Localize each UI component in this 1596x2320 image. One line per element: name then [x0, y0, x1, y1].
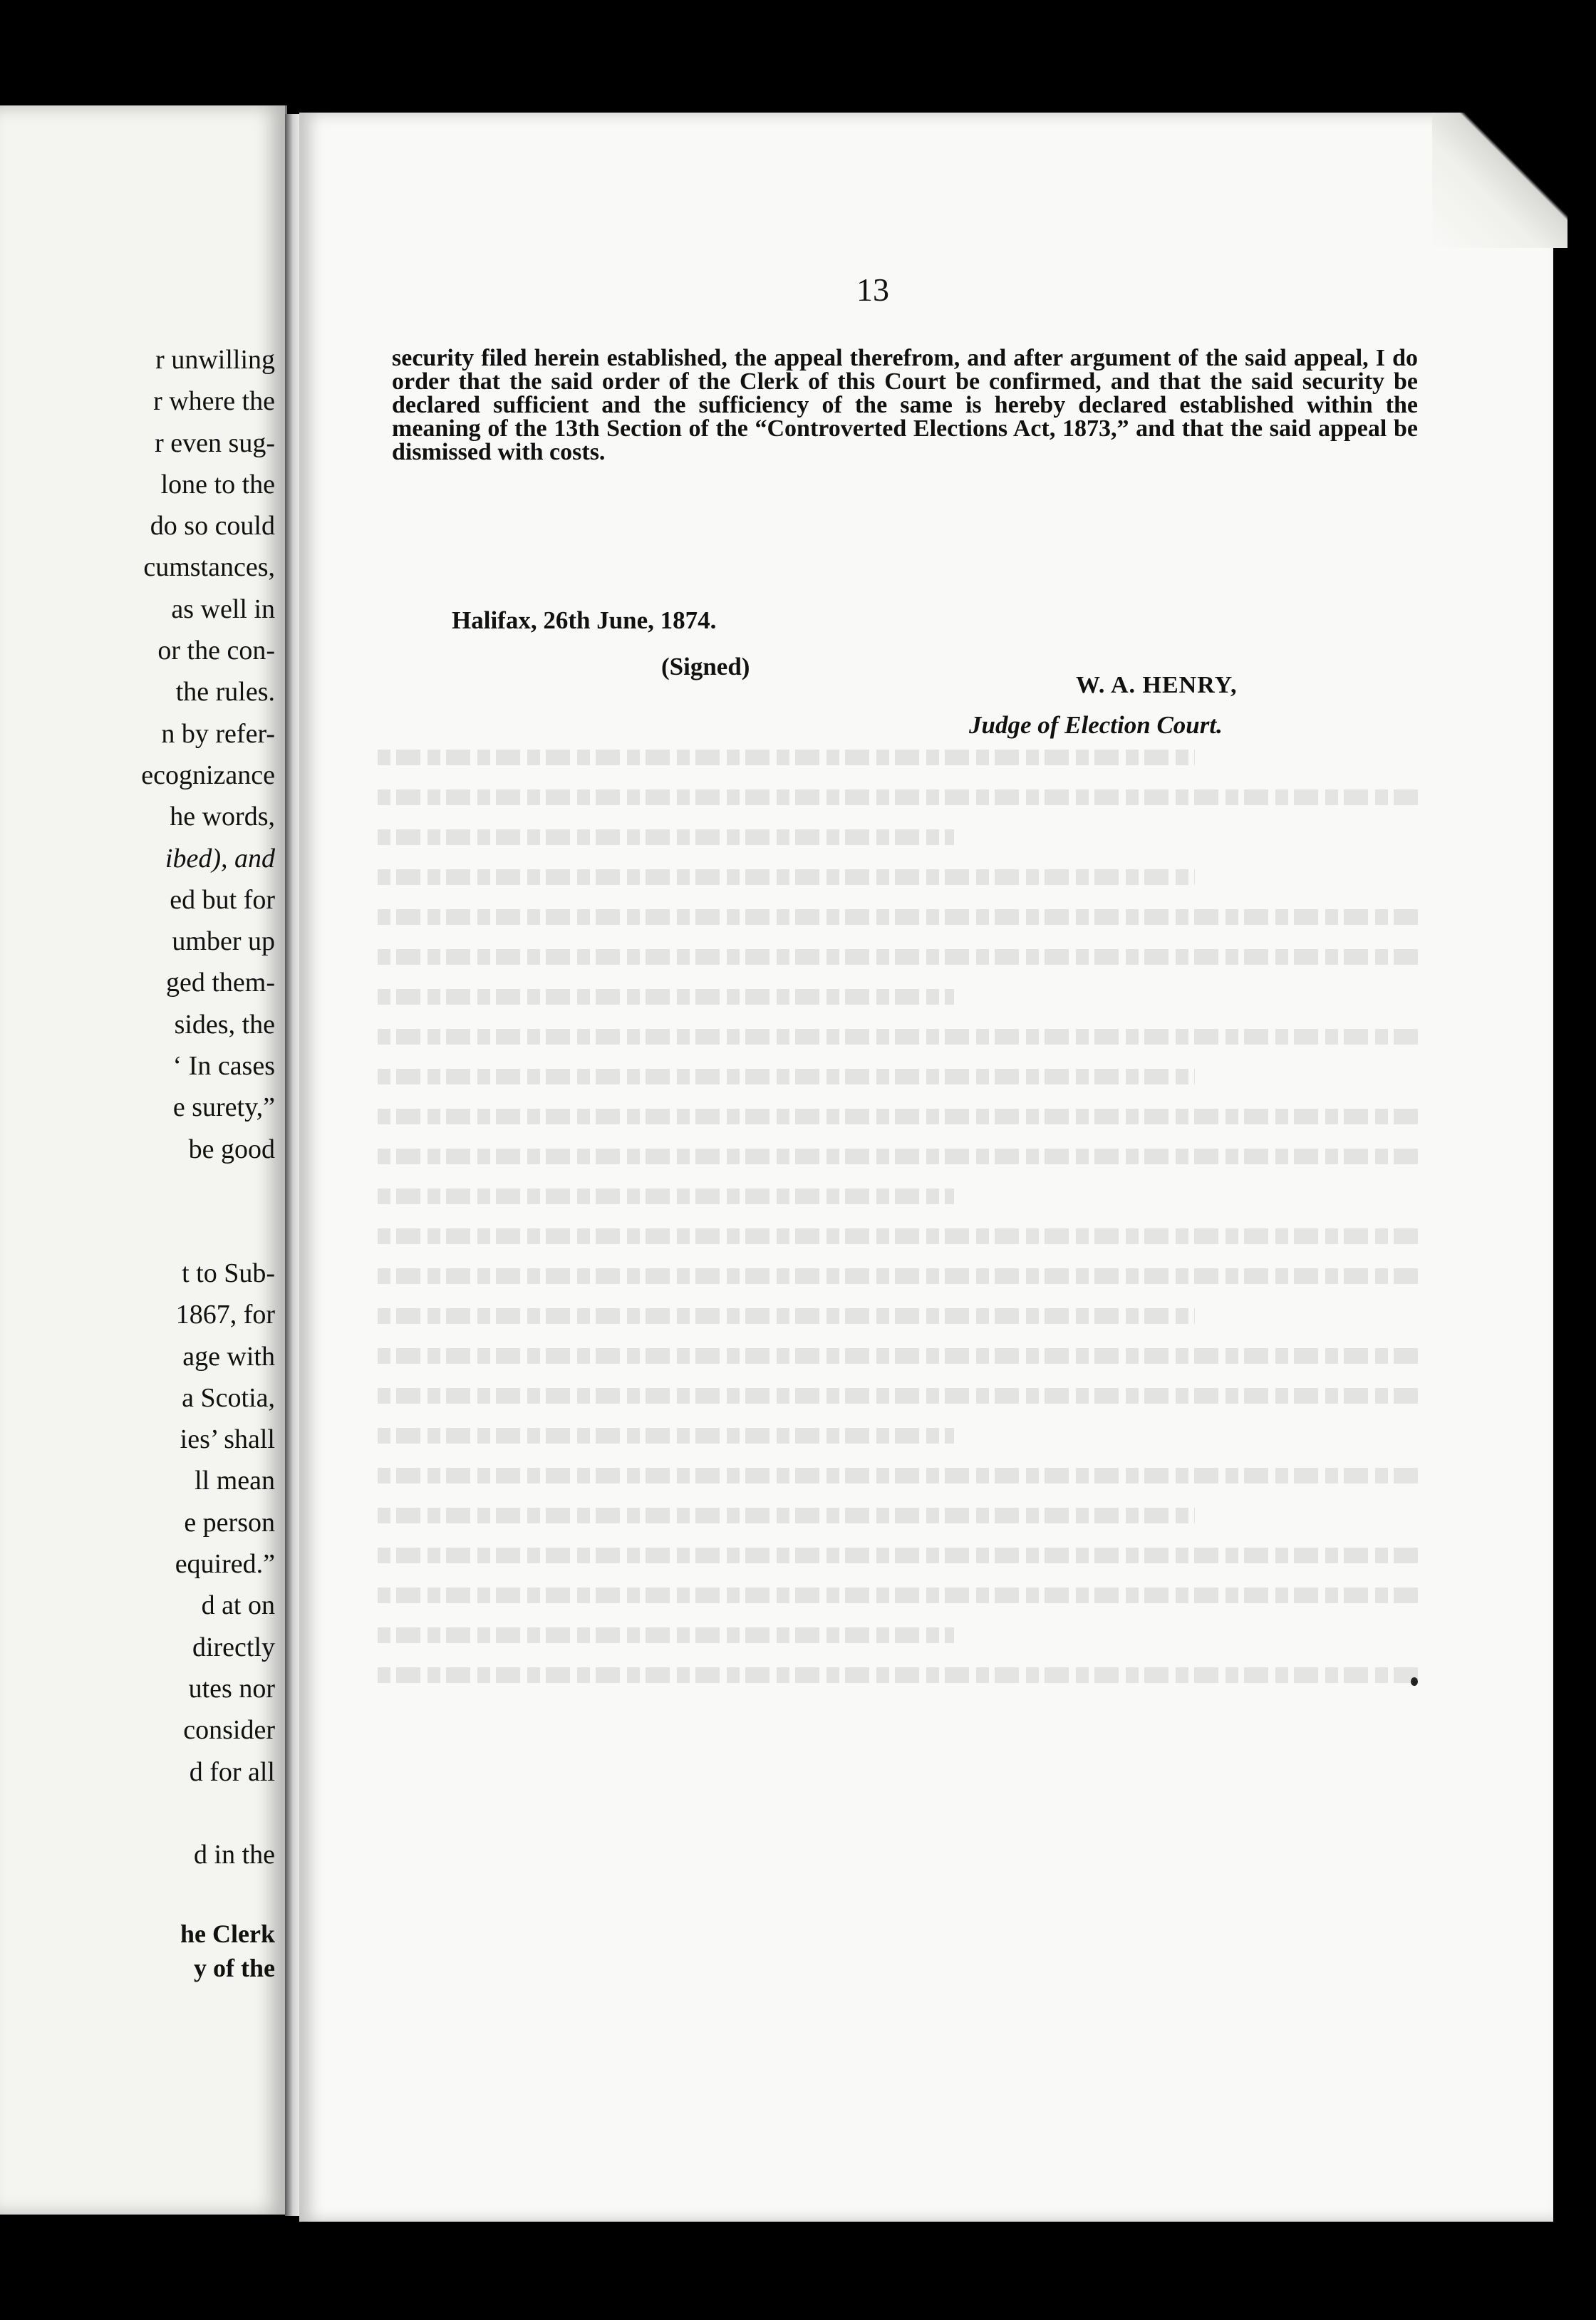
left-line: as well in: [171, 594, 275, 624]
left-line: ed but for: [170, 884, 275, 915]
left-line: e person: [184, 1507, 275, 1538]
left-line: t to Sub-: [182, 1258, 275, 1288]
left-line: consider: [183, 1715, 275, 1746]
signer-name: W. A. HENRY,: [1076, 672, 1238, 698]
left-line: d in the: [194, 1839, 275, 1870]
left-line: e surety,”: [172, 1092, 275, 1123]
signer-title: Judge of Election Court.: [969, 711, 1223, 739]
book-gutter: [285, 114, 301, 2216]
left-line: he Clerk: [180, 1920, 275, 1949]
left-line: do so could: [150, 511, 275, 542]
left-line: r even sug-: [155, 428, 275, 458]
left-line: d at on: [201, 1590, 275, 1621]
folded-corner: [1432, 113, 1568, 248]
left-line: r unwilling: [155, 345, 275, 375]
left-line: the rules.: [175, 677, 275, 708]
left-line: ll mean: [195, 1466, 275, 1496]
left-line: ecognizance: [141, 760, 275, 790]
left-line: sides, the: [174, 1009, 275, 1040]
left-page-text-fragments: [4, 339, 275, 1985]
right-page: [299, 113, 1553, 2222]
page-number: 13: [856, 271, 889, 308]
left-line: cumstances,: [143, 552, 275, 583]
left-line: he words,: [170, 802, 275, 832]
left-line: utes nor: [188, 1673, 275, 1704]
ink-speck: [1411, 1677, 1418, 1686]
left-line: d for all: [189, 1756, 275, 1787]
left-facing-page: [0, 105, 287, 2215]
left-line: umber up: [172, 926, 275, 957]
left-line: equired.”: [175, 1549, 275, 1580]
left-line: age with: [182, 1341, 275, 1372]
left-line: 1867, for: [175, 1300, 275, 1330]
left-line: be good: [188, 1134, 275, 1164]
judgment-paragraph: security filed herein established, the appeal therefrom, and after argument of the said appeal, I do order that the said order of the Clerk of this Court be confirmed, and that the said security be declared sufficient and the sufficiency of the same is hereby declared established within the meaning of the 13th Section of the “Controverted Elections Act, 1873,” and that the said appeal be dismissed with costs.: [392, 345, 1418, 465]
left-gap: [4, 1170, 275, 1253]
left-line: or the con-: [157, 636, 275, 666]
left-line: lone to the: [160, 469, 275, 499]
left-line: ‘ In cases: [172, 1051, 275, 1082]
left-line: n by refer-: [161, 718, 275, 749]
left-line: directly: [192, 1632, 275, 1662]
left-line: a Scotia,: [182, 1382, 275, 1413]
left-line: ged them-: [165, 968, 275, 998]
left-line: y of the: [194, 1954, 275, 1983]
date-line: Halifax, 26th June, 1874.: [452, 606, 717, 634]
left-gap: [4, 1793, 275, 1834]
left-line: ibed), and: [165, 843, 275, 874]
left-line: r where the: [153, 386, 275, 417]
left-line: ies’ shall: [180, 1424, 275, 1455]
left-gap: [4, 1875, 275, 1917]
show-through-texture: [378, 725, 1425, 2150]
signed-label: (Signed): [661, 653, 750, 680]
